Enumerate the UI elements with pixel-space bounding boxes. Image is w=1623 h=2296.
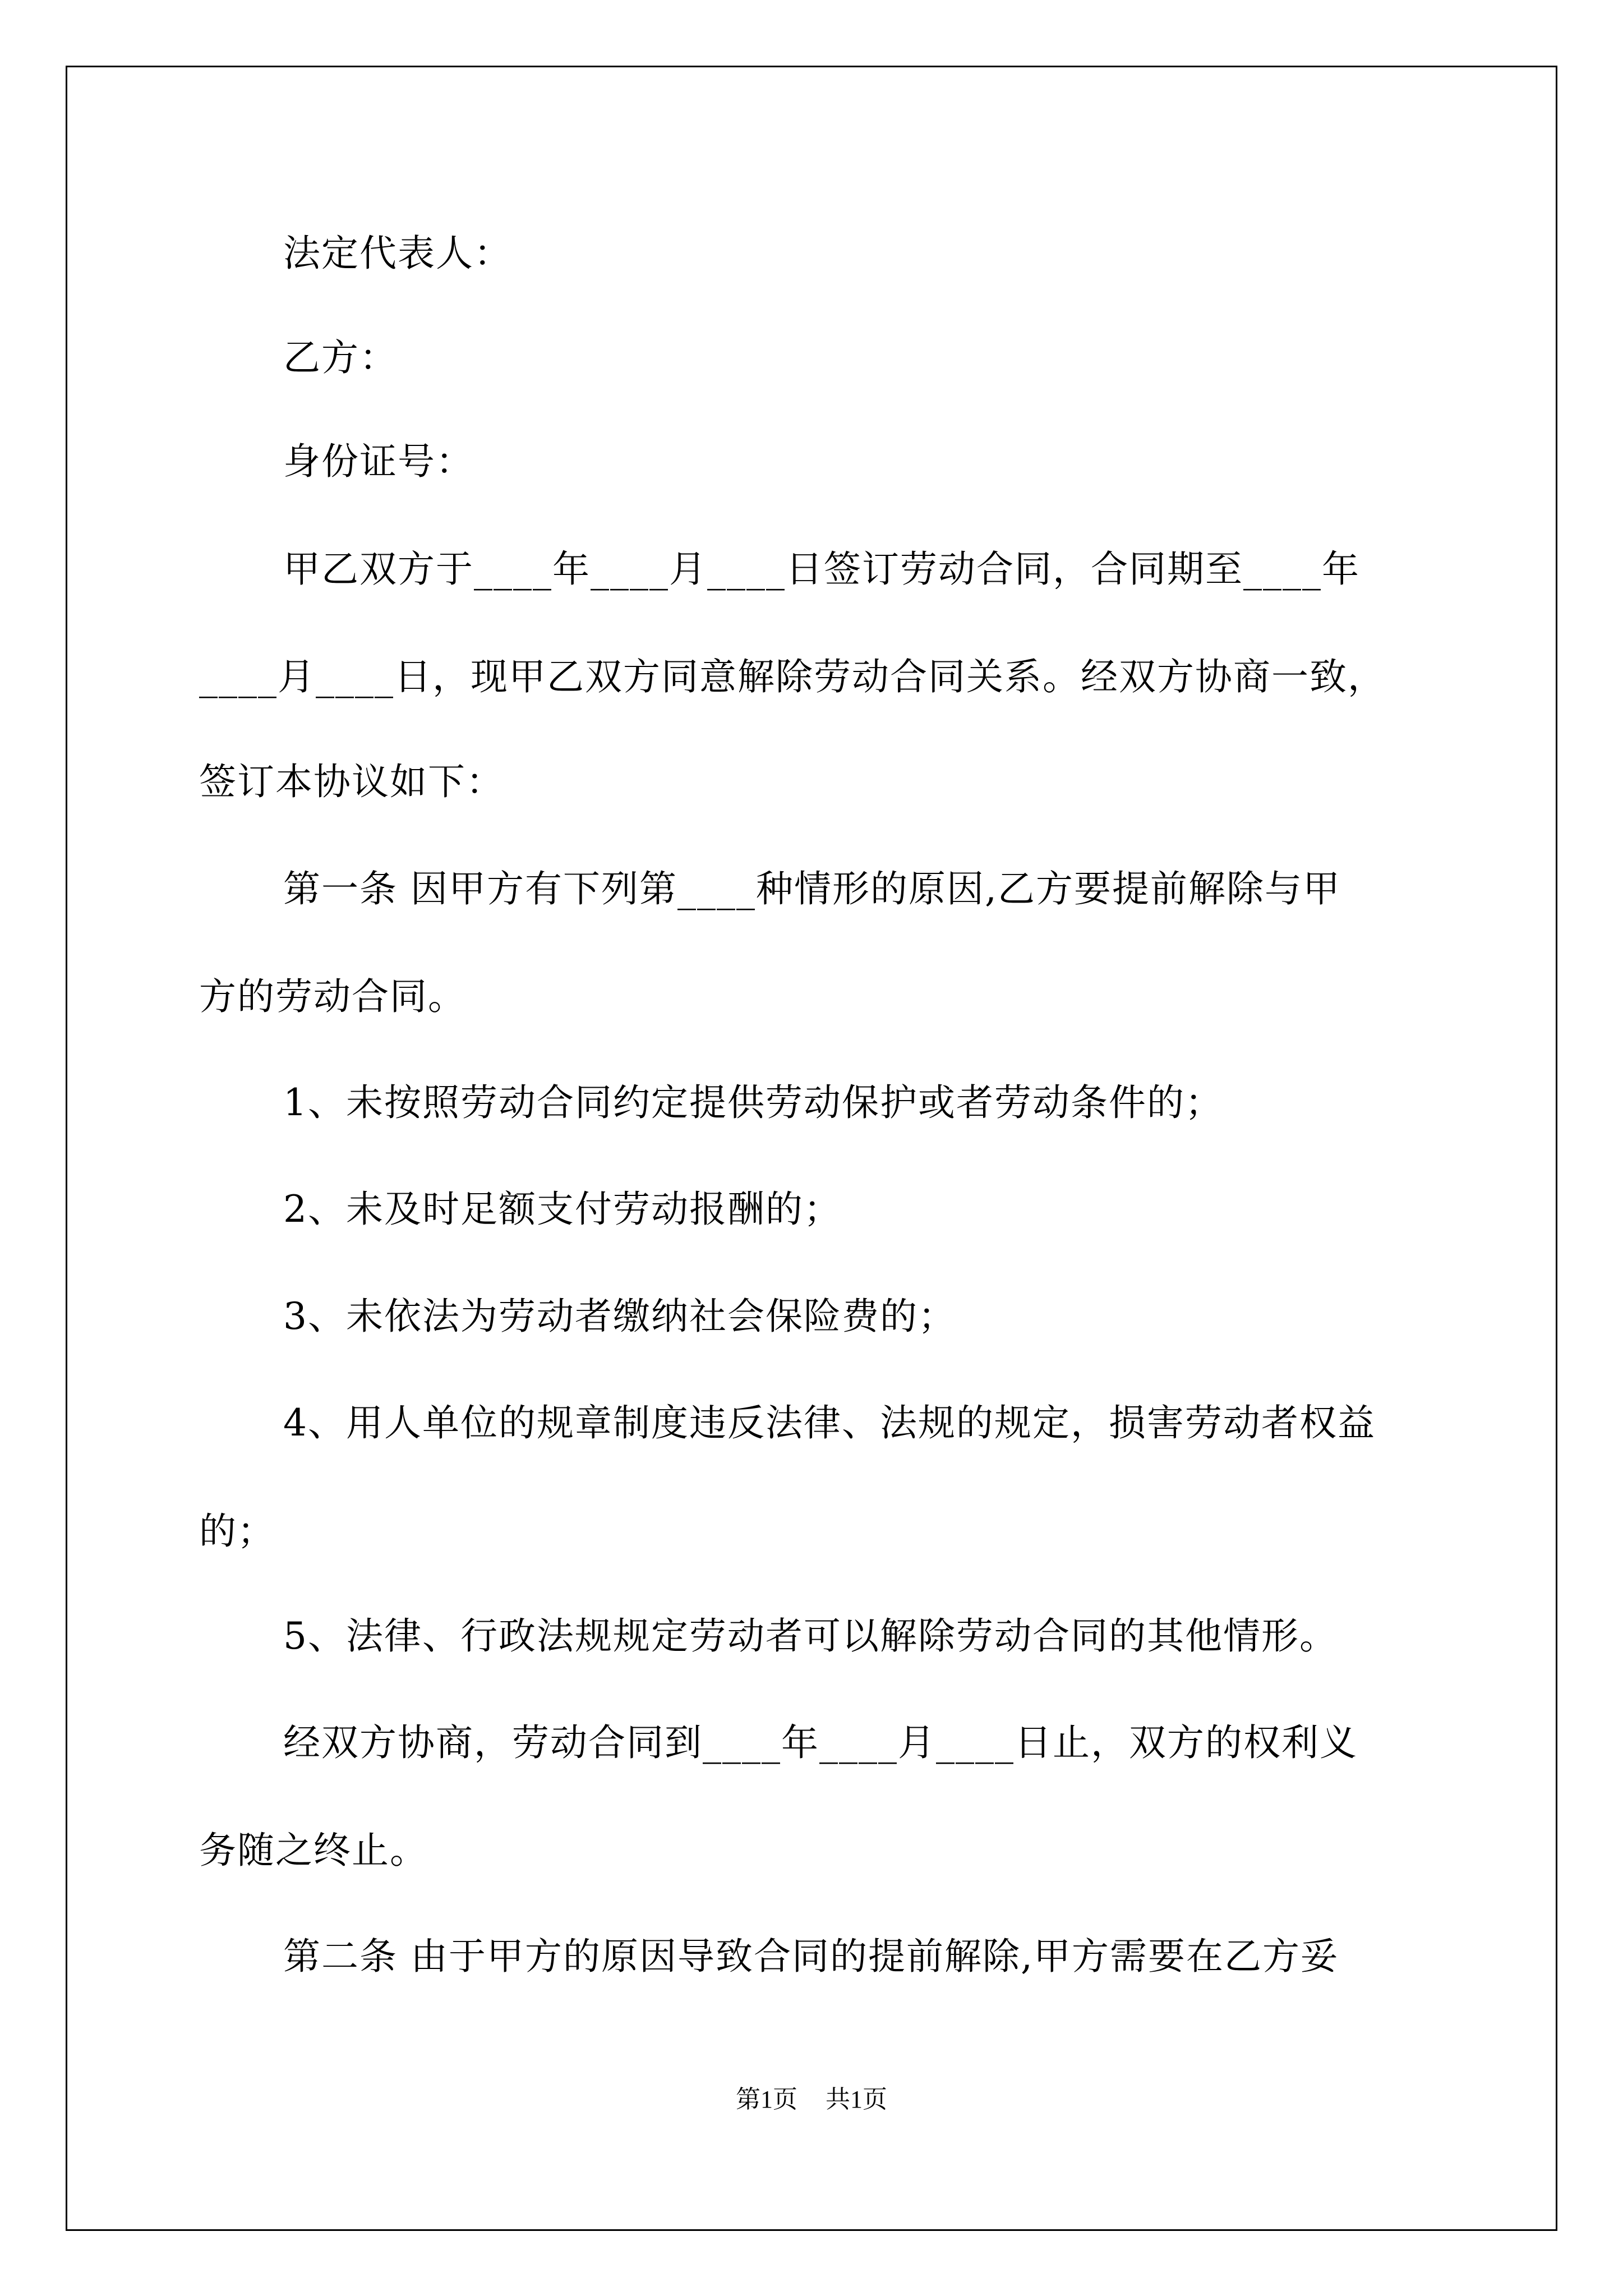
legal-representative-line: 法定代表人： <box>283 232 512 275</box>
list-item: 5、法律、行政法规规定劳动者可以解除劳动合同的其他情形。 <box>283 1614 1338 1658</box>
page-total: 共1页 <box>826 2086 887 2113</box>
page-footer <box>0 2084 1623 2115</box>
page-number: 第1页 <box>736 2086 797 2113</box>
list-item: 4、用人单位的规章制度违反法律、法规的规定，损害劳动者权益 <box>283 1401 1376 1444</box>
article-one-line: 第一条 因甲方有下列第____种情形的原因,乙方要提前解除与甲 <box>283 867 1341 910</box>
list-item: 3、未依法为劳动者缴纳社会保险费的； <box>283 1295 956 1338</box>
paragraph-line: 甲乙双方于____年____月____日签订劳动合同，合同期至____年 <box>283 547 1360 591</box>
paragraph-line: 方的劳动合同。 <box>199 975 466 1018</box>
page-border <box>66 66 1557 2231</box>
id-number-line: 身份证号： <box>283 440 474 483</box>
paragraph-line: ____月____日，现甲乙双方同意解除劳动合同关系。经双方协商一致， <box>199 655 1386 698</box>
party-b-line: 乙方： <box>283 336 398 379</box>
paragraph-line: 经双方协商，劳动合同到____年____月____日止，双方的权利义 <box>283 1721 1358 1764</box>
paragraph-line: 务随之终止。 <box>199 1829 428 1872</box>
list-item-continuation: 的； <box>199 1510 275 1553</box>
article-two-line: 第二条 由于甲方的原因导致合同的提前解除,甲方需要在乙方妥 <box>283 1935 1339 1978</box>
paragraph-line: 签订本协议如下： <box>199 760 504 803</box>
list-item: 1、未按照劳动合同约定提供劳动保护或者劳动条件的； <box>283 1081 1223 1124</box>
list-item: 2、未及时足额支付劳动报酬的； <box>283 1188 842 1231</box>
